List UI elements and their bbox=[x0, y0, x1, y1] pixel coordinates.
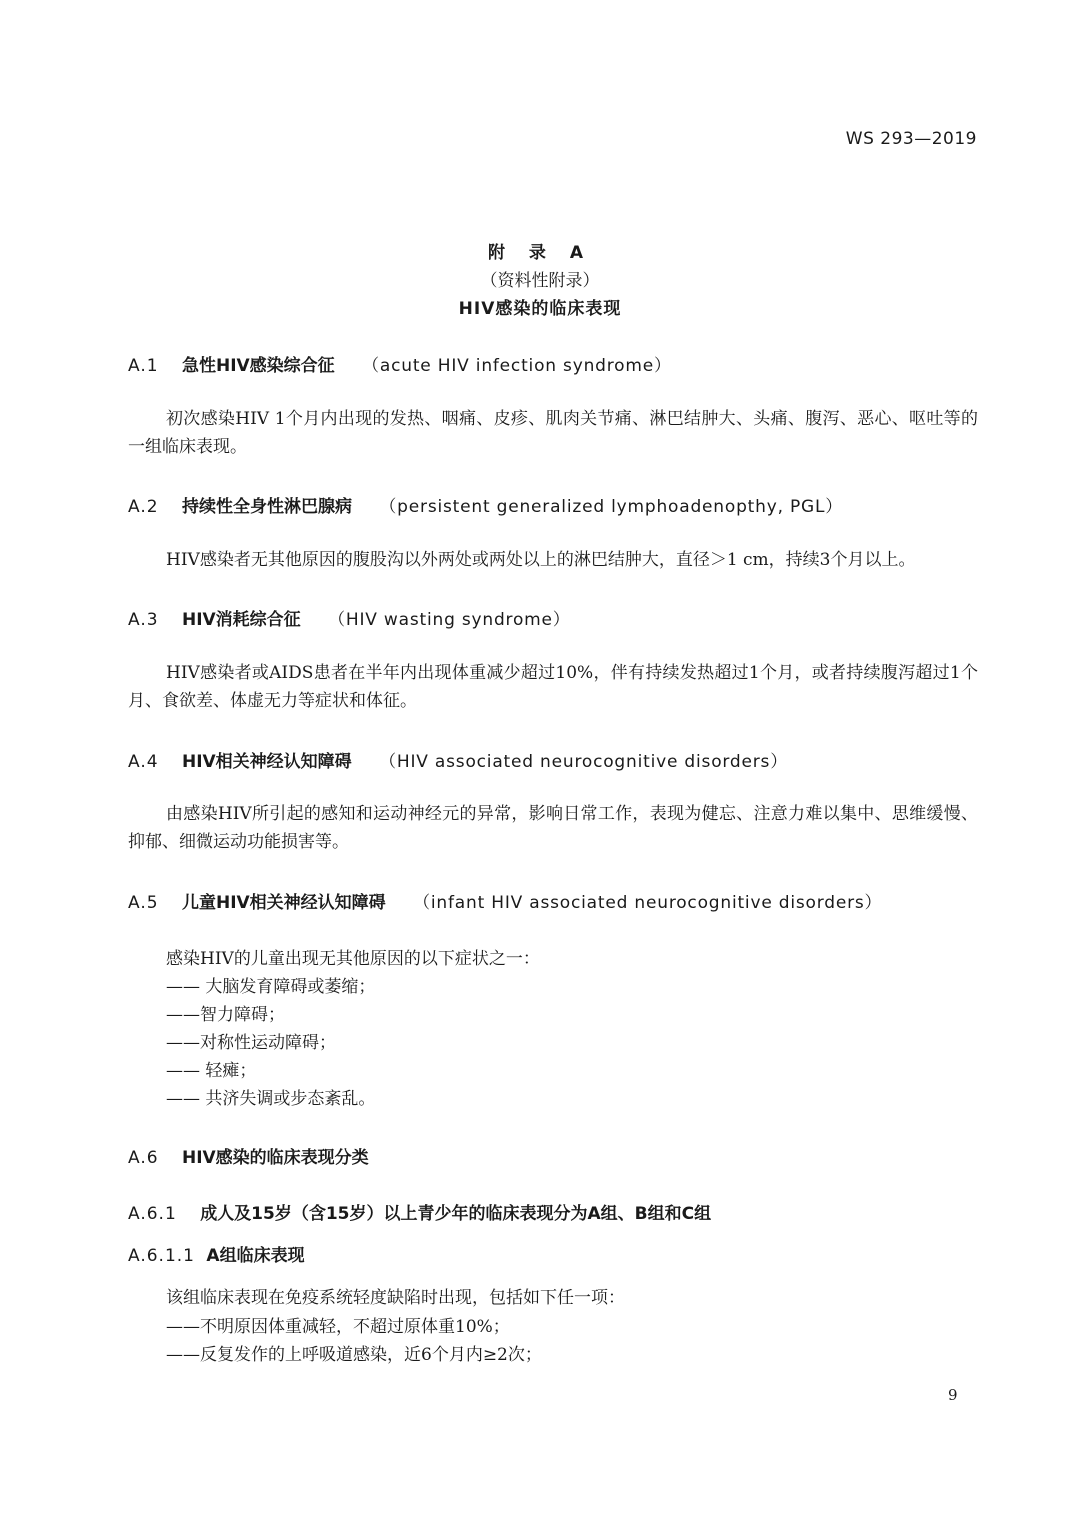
section-title-zh: 儿童HIV相关神经认知障碍 bbox=[181, 893, 386, 913]
section-a1-heading bbox=[128, 351, 988, 376]
section-a3-heading bbox=[128, 605, 988, 630]
list-item: —— 大脑发育障碍或萎缩； bbox=[166, 977, 376, 997]
section-a1-body: 初次感染HIV 1个月内出现的发热、咽痛、皮疹、肌肉关节痛、淋巴结肿大、头痛、腹泻、恶心、呕吐等的一组临床表现。 bbox=[128, 409, 978, 457]
section-a2-heading bbox=[128, 492, 988, 517]
section-a611-heading bbox=[128, 1241, 988, 1266]
section-title-en: （infant HIV associated neurocognitive disorders） bbox=[413, 893, 883, 913]
section-title-zh: 持续性全身性淋巴腺病 bbox=[181, 497, 352, 517]
section-title-zh: HIV消耗综合征 bbox=[181, 610, 301, 630]
section-title-zh: A组临床表现 bbox=[206, 1246, 305, 1266]
annex-topic: HIV感染的临床表现 bbox=[458, 299, 622, 319]
section-title-zh: 急性HIV感染综合征 bbox=[181, 356, 335, 376]
list-item: ——反复发作的上呼吸道感染，近6个月内≥2次； bbox=[166, 1345, 542, 1365]
list-item: —— 共济失调或步态紊乱。 bbox=[166, 1089, 376, 1109]
list-item: —— 轻瘫； bbox=[166, 1061, 257, 1081]
list-item: ——对称性运动障碍； bbox=[166, 1033, 336, 1053]
section-title-en: （persistent generalized lymphoadenopthy, PGL） bbox=[379, 497, 844, 517]
section-a3-body: HIV感染者或AIDS患者在半年内出现体重减少超过10%，伴有持续发热超过1个月，或者持续腹泻超过1个月、食欲差、体虚无力等症状和体征。 bbox=[128, 663, 978, 711]
section-number: A.6 bbox=[128, 1148, 159, 1168]
standard-code: WS 293—2019 bbox=[845, 129, 977, 149]
section-number: A.5 bbox=[128, 893, 159, 913]
section-title-en: （HIV associated neurocognitive disorders） bbox=[379, 752, 788, 772]
section-title-en: （HIV wasting syndrome） bbox=[328, 610, 571, 630]
section-a61-heading bbox=[128, 1199, 988, 1224]
section-a4-heading bbox=[128, 747, 988, 772]
section-title-zh: 成人及15岁（含15岁）以上青少年的临床表现分为A组、B组和C组 bbox=[200, 1204, 712, 1224]
section-number: A.2 bbox=[128, 497, 159, 517]
annex-subtitle: （资料性附录） bbox=[480, 271, 600, 291]
section-a2-body: HIV感染者无其他原因的腹股沟以外两处或两处以上的淋巴结肿大，直径＞1 cm，持续3个月以上。 bbox=[166, 550, 916, 570]
section-number: A.6.1.1 bbox=[128, 1246, 195, 1266]
page-number: 9 bbox=[948, 1386, 958, 1404]
annex-title: 附 录 A bbox=[488, 243, 592, 263]
section-a5-heading bbox=[128, 888, 988, 913]
section-number: A.1 bbox=[128, 356, 159, 376]
section-a4-body: 由感染HIV所引起的感知和运动神经元的异常，影响日常工作，表现为健忘、注意力难以集中、思维缓慢、抑郁、细微运动功能损害等。 bbox=[128, 804, 978, 852]
section-number: A.3 bbox=[128, 610, 159, 630]
section-a611-intro: 该组临床表现在免疫系统轻度缺陷时出现，包括如下任一项： bbox=[166, 1288, 625, 1308]
section-title-zh: HIV相关神经认知障碍 bbox=[181, 752, 352, 772]
list-item: ——智力障碍； bbox=[166, 1005, 285, 1025]
list-item: ——不明原因体重减轻，不超过原体重10%； bbox=[166, 1317, 510, 1337]
section-number: A.6.1 bbox=[128, 1204, 177, 1224]
section-title-zh: HIV感染的临床表现分类 bbox=[181, 1148, 369, 1168]
section-title-en: （acute HIV infection syndrome） bbox=[362, 356, 672, 376]
section-a6-heading bbox=[128, 1143, 988, 1168]
section-a5-intro: 感染HIV的儿童出现无其他原因的以下症状之一： bbox=[166, 949, 540, 969]
section-number: A.4 bbox=[128, 752, 159, 772]
